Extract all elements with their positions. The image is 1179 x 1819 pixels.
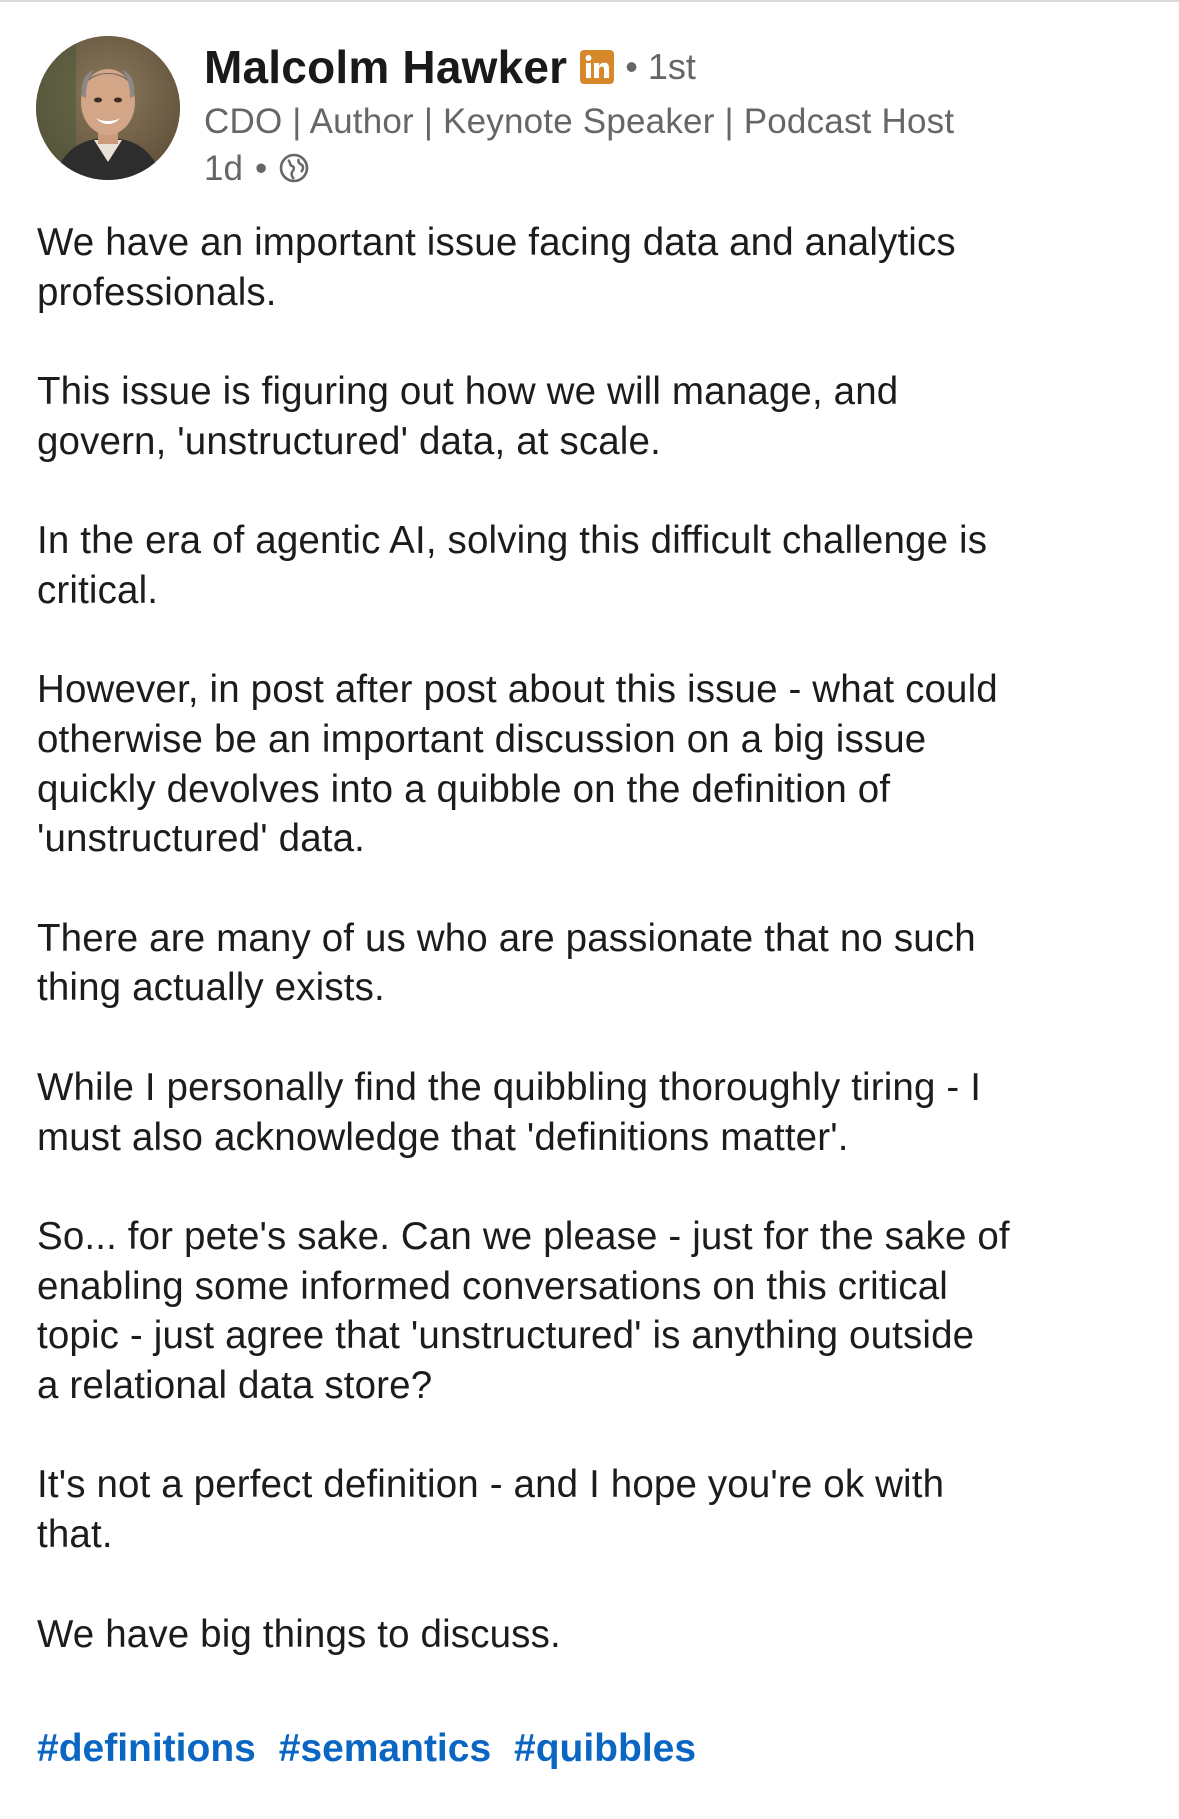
hashtag-link[interactable]: #definitions [37,1727,256,1770]
author-meta [204,36,1144,190]
post-time: 1d [204,149,243,188]
globe-icon [279,153,311,185]
connection-degree: • 1st [625,46,696,87]
linkedin-icon [579,49,615,85]
post-paragraph: However, in post after post about this issue - what could otherwise be an important discussion on a big issue quickly devolves into a quibble on the definition of 'unstructured' data. [37,668,998,861]
post-paragraph: So... for pete's sake. Can we please - just for the sake of enabling some informed conversations on this critical topic - just agree that 'unstructured' is anything outside a relational data store? [37,1214,1010,1408]
author-name[interactable]: Malcolm Hawker [204,41,568,93]
post-header [36,36,1146,186]
post-timestamp-row [204,148,1144,190]
author-headline: CDO | Author | Keynote Speaker | Podcast Host [204,102,955,141]
hashtag-row [37,1724,708,1774]
post-paragraph: In the era of agentic AI, solving this difficult challenge is critical. [37,519,988,612]
avatar-photo [36,36,180,180]
post-paragraph: It's not a perfect definition - and I hope you're ok with that. [37,1463,945,1557]
post-paragraph: We have big things to discuss. [37,1612,561,1656]
post-paragraph: We have an important issue facing data and analytics professionals. [37,221,956,314]
post-paragraph: While I personally find the quibbling thoroughly tiring - I must also acknowledge that 'definitions matter'. [37,1065,982,1159]
top-divider [0,0,1179,2]
author-name-row [204,36,1144,98]
hashtag-link[interactable]: #quibbles [514,1727,697,1770]
post-paragraph: This issue is figuring out how we will manage, and govern, 'unstructured' data, at scale. [37,370,899,463]
avatar[interactable] [36,36,180,180]
post-body [37,218,1147,1709]
time-separator: • [254,149,268,188]
post-paragraph: There are many of us who are passionate that no such thing actually exists. [37,916,976,1010]
hashtag-link[interactable]: #semantics [278,1727,492,1770]
